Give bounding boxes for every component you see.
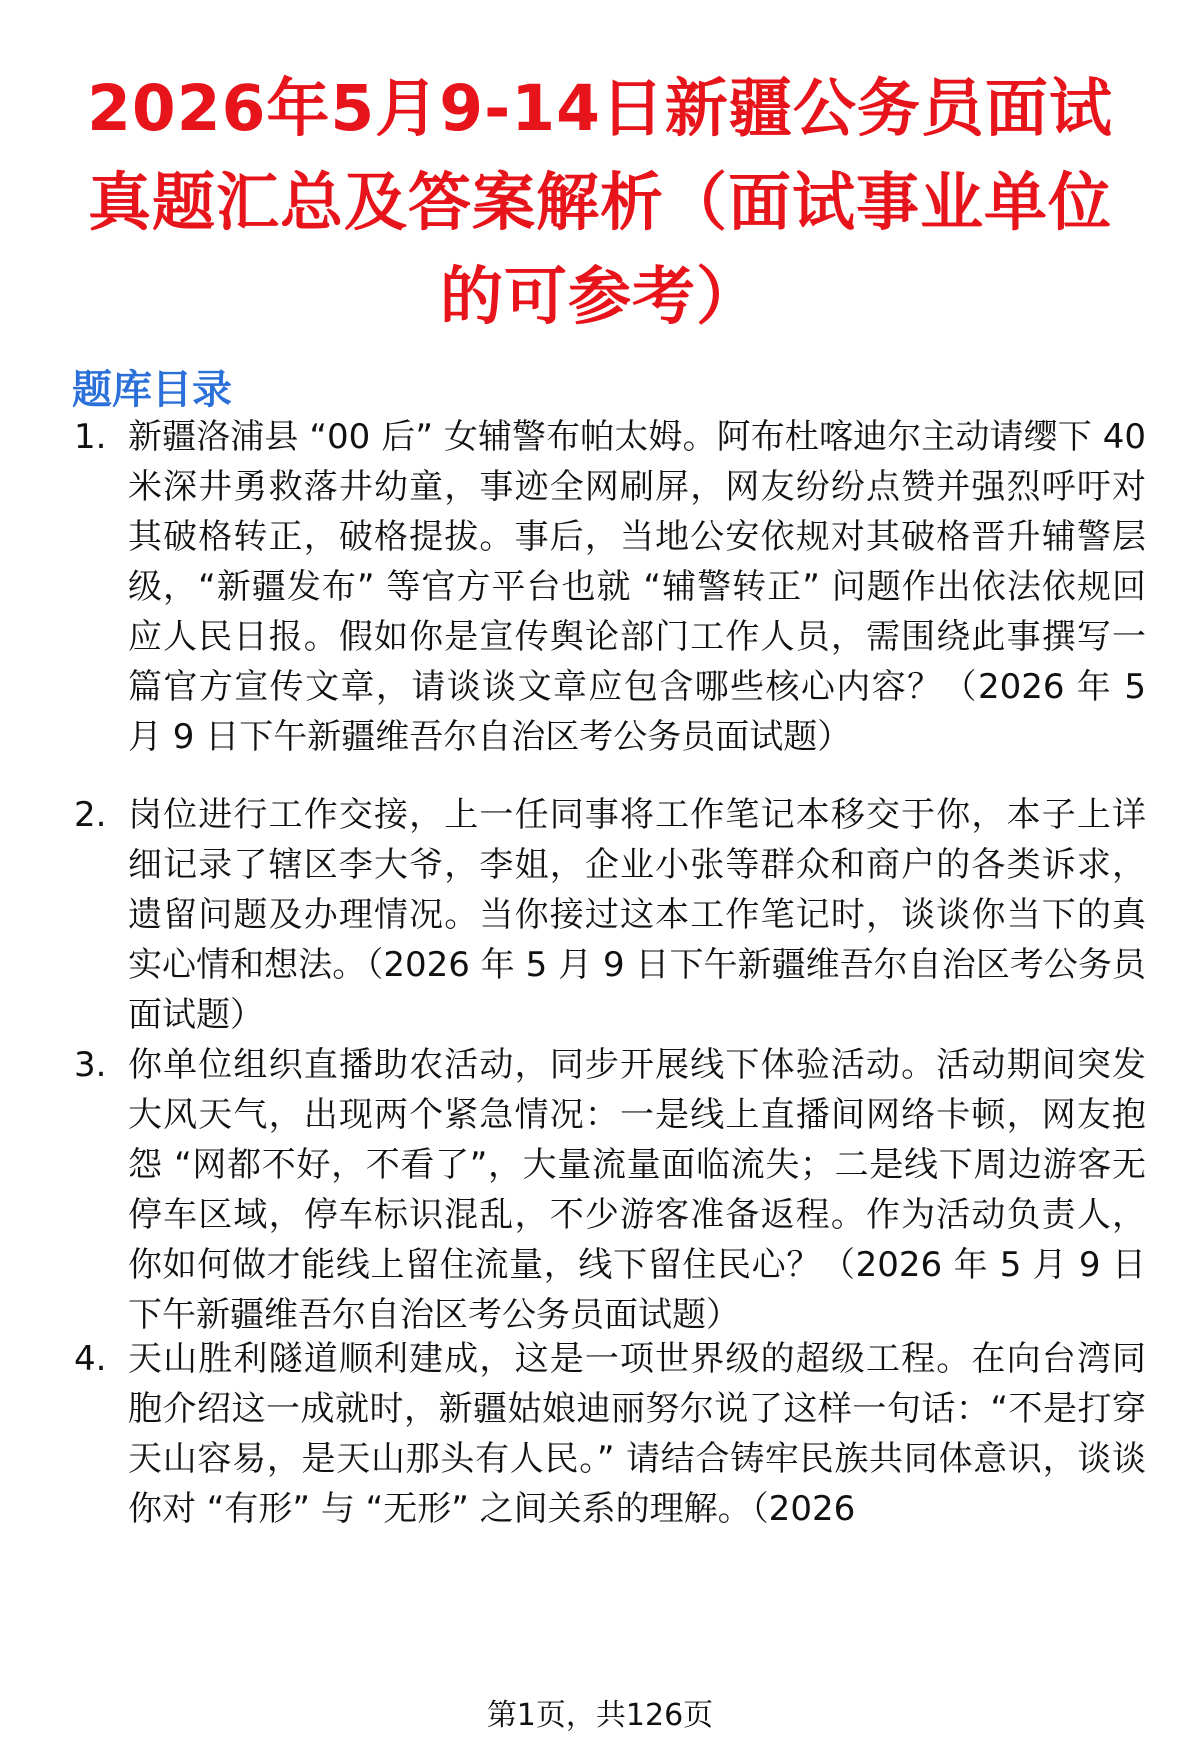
toc-heading: 题库目录 [72,367,232,413]
item-number: 4. [74,1339,107,1379]
item-text: 你单位组织直播助农活动，同步开展线下体验活动。活动期间突发大风天气，出现两个紧急情况：一是线上直播间网络卡顿，网友抱怨 “网都不好，不看了”，大量流量面临流失；二是线下周边游客无停车区域，停车标识混乱，不少游客准备返程。作为活动负责人，你如何做才能线上留住流量，线下留住民心？（2026 年 5 月 9 日下午新疆维吾尔自治区考公务员面试题） [128,1045,1146,1335]
item-number: 1. [74,417,107,457]
item-text: 岗位进行工作交接，上一任同事将工作笔记本移交于你，本子上详细记录了辖区李大爷，李姐，企业小张等群众和商户的各类诉求，遗留问题及办理情况。当你接过这本工作笔记时，谈谈你当下的真实心情和想法。（2026 年 5 月 9 日下午新疆维吾尔自治区考公务员面试题） [128,795,1146,1035]
item-text: 新疆洛浦县 “00 后” 女辅警布帕太姆。阿布杜喀迪尔主动请缨下 40 米深井勇救落井幼童，事迹全网刷屏，网友纷纷点赞并强烈呼吁对其破格转正，破格提拔。事后，当地公安依规对其破格晋升辅警层级，“新疆发布” 等官方平台也就 “辅警转正” 问题作出依法依规回应人民日报。假如你是宣传舆论部门工作人员，需围绕此事撰写一篇官方宣传文章，请谈谈文章应包含哪些核心内容？（2026 年 5 月 9 日下午新疆维吾尔自治区考公务员面试题） [128,417,1147,757]
page-number-footer: 第1页，共126页 [486,1698,714,1733]
item-text: 天山胜利隧道顺利建成，这是一项世界级的超级工程。在向台湾同胞介绍这一成就时，新疆姑娘迪丽努尔说了这样一句话：“不是打穿天山容易，是天山那头有人民。” 请结合铸牢民族共同体意识，谈谈你对 “有形” 与 “无形” 之间关系的理解。（2026 [128,1339,1146,1529]
item-number: 2. [74,795,107,835]
item-number: 3. [74,1045,107,1085]
document-title: 2026年5月9-14日新疆公务员面试真题汇总及答案解析（面试事业单位的可参考） [87,72,1113,333]
